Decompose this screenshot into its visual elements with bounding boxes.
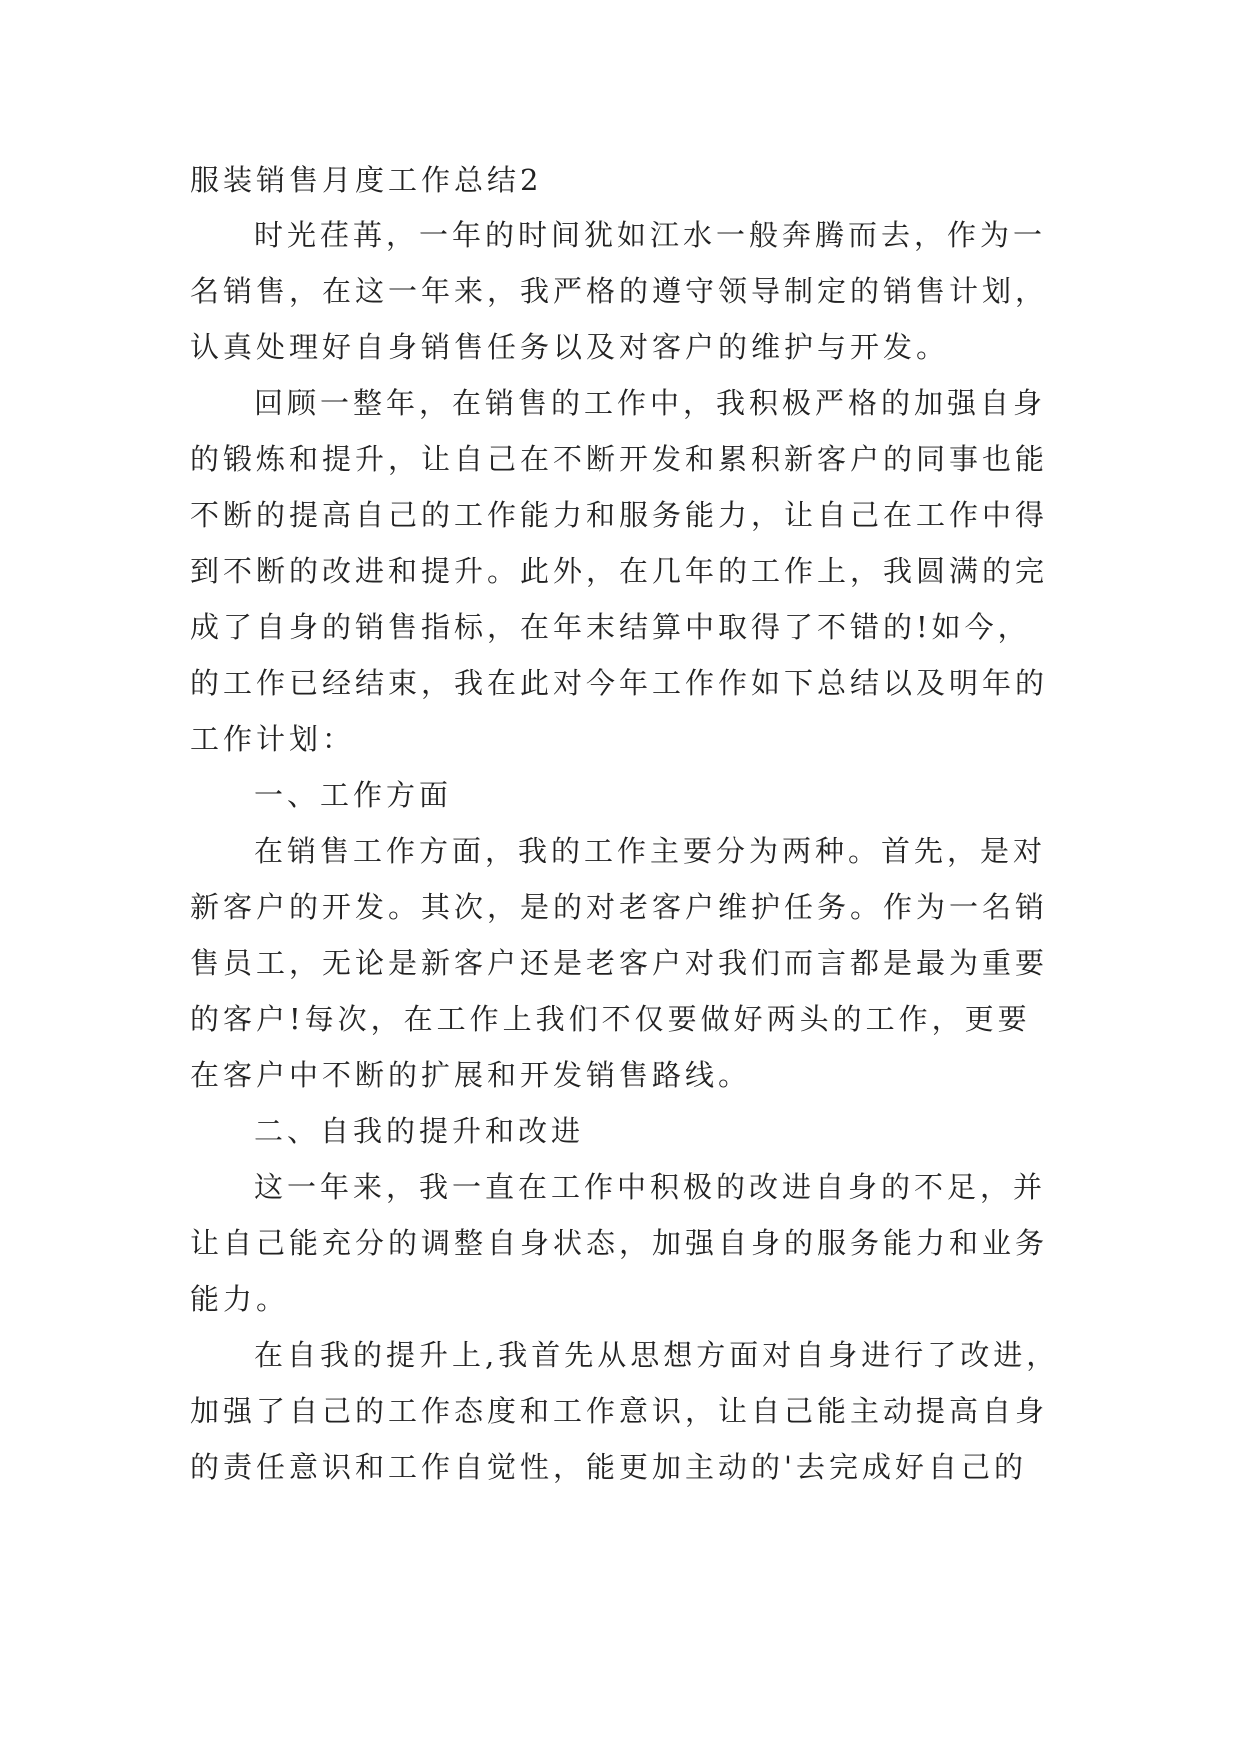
text-line: 工作计划： bbox=[190, 722, 356, 756]
text-line: 认真处理好自身销售任务以及对客户的维护与开发。 bbox=[190, 330, 950, 364]
text-line: 的客户!每次，在工作上我们不仅要做好两头的工作，更要 bbox=[190, 1002, 1031, 1036]
text-line: 这一年来，我一直在工作中积极的改进自身的不足，并 bbox=[254, 1170, 1047, 1204]
text-line: 名销售，在这一年来，我严格的遵守领导制定的销售计划， bbox=[190, 274, 1049, 308]
text-line: 在自我的提升上,我首先从思想方面对自身进行了改进， bbox=[254, 1338, 1060, 1372]
text-line: 售员工，无论是新客户还是老客户对我们而言都是最为重要 bbox=[190, 946, 1049, 980]
text-line: 在客户中不断的扩展和开发销售路线。 bbox=[190, 1058, 752, 1092]
text-line: 加强了自己的工作态度和工作意识，让自己能主动提高自身 bbox=[190, 1394, 1049, 1428]
text-line: 的工作已经结束，我在此对今年工作作如下总结以及明年的 bbox=[190, 666, 1049, 700]
text-line: 成了自身的销售指标，在年末结算中取得了不错的!如今， bbox=[190, 610, 1031, 644]
text-line: 到不断的改进和提升。此外，在几年的工作上，我圆满的完 bbox=[190, 554, 1049, 588]
text-line: 回顾一整年，在销售的工作中，我积极严格的加强自身 bbox=[254, 386, 1047, 420]
document-title: 服装销售月度工作总结2 bbox=[190, 163, 543, 197]
text-line: 能力。 bbox=[190, 1282, 290, 1316]
section-heading: 一、工作方面 bbox=[254, 778, 453, 812]
text-line: 时光荏苒，一年的时间犹如江水一般奔腾而去，作为一 bbox=[254, 218, 1047, 252]
text-line: 新客户的开发。其次，是的对老客户维护任务。作为一名销 bbox=[190, 890, 1049, 924]
text-line: 的锻炼和提升，让自己在不断开发和累积新客户的同事也能 bbox=[190, 442, 1049, 476]
text-line: 不断的提高自己的工作能力和服务能力，让自己在工作中得 bbox=[190, 498, 1049, 532]
text-line: 在销售工作方面，我的工作主要分为两种。首先，是对 bbox=[254, 834, 1047, 868]
text-line: 的责任意识和工作自觉性，能更加主动的'去完成好自己的 bbox=[190, 1450, 1027, 1484]
section-heading: 二、自我的提升和改进 bbox=[254, 1114, 585, 1148]
text-line: 让自己能充分的调整自身状态，加强自身的服务能力和业务 bbox=[190, 1226, 1049, 1260]
